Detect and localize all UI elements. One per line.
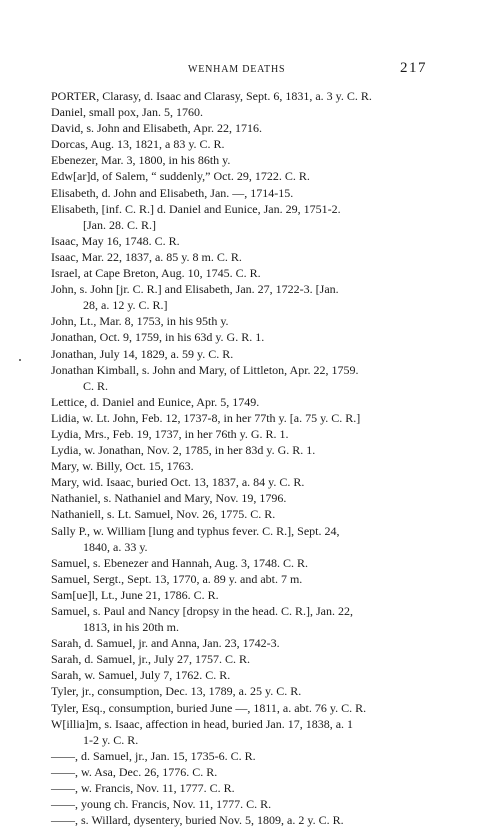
record-continuation-line: 1840, a. 33 y. <box>83 539 148 554</box>
record-line: Lydia, Mrs., Feb. 19, 1737, in her 76th y. G. R. 1. <box>51 426 289 441</box>
record-continuation-line: C. R. <box>83 378 109 393</box>
record-continuation-line: 1-2 y. C. R. <box>83 732 139 747</box>
record-line: Elisabeth, d. John and Elisabeth, Jan. —, 1714-15. <box>51 185 294 200</box>
record-line: PORTER, Clarasy, d. Isaac and Clarasy, Sept. 6, 1831, a. 3 y. C. R. <box>51 89 372 103</box>
record-line: John, Lt., Mar. 8, 1753, in his 95th y. <box>51 314 229 329</box>
record-line: ——, s. Willard, dysentery, buried Nov. 5, 1809, a. 2 y. C. R. <box>51 813 344 828</box>
running-head: WENHAM DEATHS <box>188 64 286 75</box>
record-line: Samuel, s. Ebenezer and Hannah, Aug. 3, 1748. C. R. <box>51 555 308 570</box>
record-line: Elisabeth, [inf. C. R.] d. Daniel and Eunice, Jan. 29, 1751-2. <box>51 201 341 216</box>
record-line: Nathaniell, s. Lt. Samuel, Nov. 26, 1775. C. R. <box>51 507 276 522</box>
record-line: Isaac, Mar. 22, 1837, a. 85 y. 8 m. C. R. <box>51 249 242 264</box>
death-record-list <box>51 88 441 828</box>
record-line: Sam[ue]l, Lt., June 21, 1786. C. R. <box>51 587 219 602</box>
record-line: Lettice, d. Daniel and Eunice, Apr. 5, 1749. <box>51 394 260 409</box>
record-line: W[illia]m, s. Isaac, affection in head, buried Jan. 17, 1838, a. 1 <box>51 716 354 731</box>
record-line: Sarah, d. Samuel, jr. and Anna, Jan. 23, 1742-3. <box>51 636 280 651</box>
record-continuation-line: [Jan. 28. C. R.] <box>83 217 156 232</box>
record-line: Sarah, w. Samuel, July 7, 1762. C. R. <box>51 668 231 683</box>
record-line: ——, young ch. Francis, Nov. 11, 1777. C. R. <box>51 797 272 812</box>
record-line: ——, w. Francis, Nov. 11, 1777. C. R. <box>51 781 235 796</box>
record-line: Lidia, w. Lt. John, Feb. 12, 1737-8, in her 77th y. [a. 75 y. C. R.] <box>51 410 361 425</box>
record-line: Daniel, small pox, Jan. 5, 1760. <box>51 105 203 120</box>
record-line: Jonathan, July 14, 1829, a. 59 y. C. R. <box>51 346 234 361</box>
record-line: Sally P., w. William [lung and typhus fever. C. R.], Sept. 24, <box>51 523 340 538</box>
record-line: Nathaniel, s. Nathaniel and Mary, Nov. 19, 1796. <box>51 491 287 506</box>
record-line: Ebenezer, Mar. 3, 1800, in his 86th y. <box>51 153 231 168</box>
record-continuation-line: 1813, in his 20th m. <box>83 620 180 635</box>
record-line: Sarah, d. Samuel, jr., July 27, 1757. C. R. <box>51 652 250 667</box>
record-line: John, s. John [jr. C. R.] and Elisabeth, Jan. 27, 1722-3. [Jan. <box>51 282 339 297</box>
record-line: ——, w. Asa, Dec. 26, 1776. C. R. <box>51 764 218 779</box>
record-line: Isaac, May 16, 1748. C. R. <box>51 233 180 248</box>
record-line: Tyler, jr., consumption, Dec. 13, 1789, a. 25 y. C. R. <box>51 684 302 699</box>
record-line: Tyler, Esq., consumption, buried June —, 1811, a. abt. 76 y. C. R. <box>51 700 367 715</box>
stray-ink-mark <box>19 359 21 361</box>
record-line: Jonathan, Oct. 9, 1759, in his 63d y. G. R. 1. <box>51 330 265 345</box>
record-line: Dorcas, Aug. 13, 1821, a 83 y. C. R. <box>51 137 225 152</box>
page-number: 217 <box>400 60 427 76</box>
record-line: Jonathan Kimball, s. John and Mary, of Littleton, Apr. 22, 1759. <box>51 362 359 377</box>
record-line: Mary, w. Billy, Oct. 15, 1763. <box>51 459 194 474</box>
record-line: Mary, wid. Isaac, buried Oct. 13, 1837, a. 84 y. C. R. <box>51 475 305 490</box>
record-line: Lydia, w. Jonathan, Nov. 2, 1785, in her 83d y. G. R. 1. <box>51 443 316 458</box>
record-line: Edw[ar]d, of Salem, “ suddenly,” Oct. 29, 1722. C. R. <box>51 169 310 184</box>
record-continuation-line: 28, a. 12 y. C. R.] <box>83 298 168 313</box>
record-line: Israel, at Cape Breton, Aug. 10, 1745. C. R. <box>51 266 261 281</box>
record-line: Samuel, Sergt., Sept. 13, 1770, a. 89 y. and abt. 7 m. <box>51 571 303 586</box>
record-line: Samuel, s. Paul and Nancy [dropsy in the head. C. R.], Jan. 22, <box>51 604 353 618</box>
page-header <box>0 60 480 80</box>
record-line: David, s. John and Elisabeth, Apr. 22, 1716. <box>51 121 262 136</box>
record-line: ——, d. Samuel, jr., Jan. 15, 1735-6. C. R. <box>51 748 256 763</box>
